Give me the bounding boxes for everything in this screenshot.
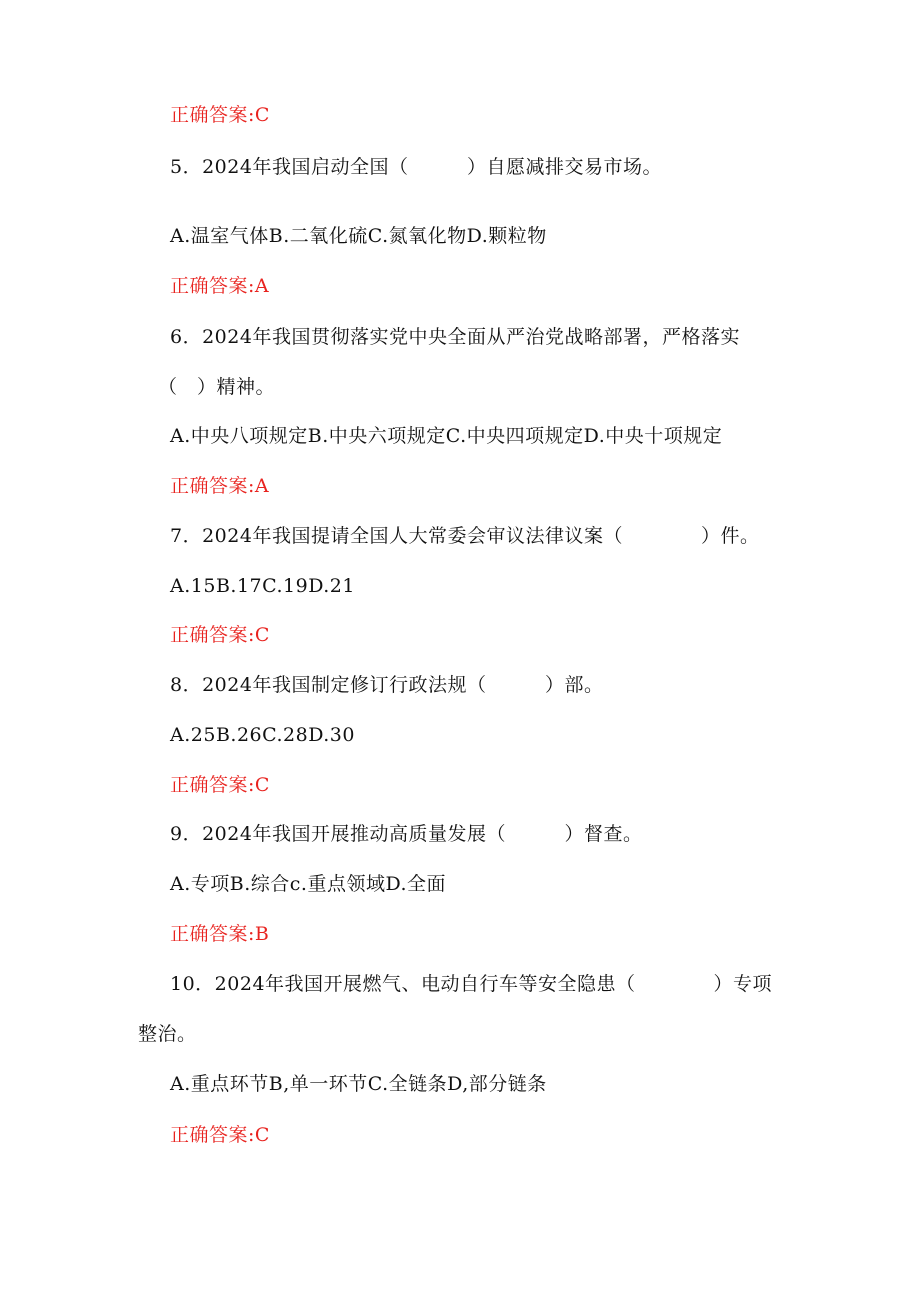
answer-q8: 正确答案:C <box>170 774 270 796</box>
answer-q5: 正确答案:A <box>170 275 270 297</box>
options-q6: A.中央八项规定B.中央六项规定C.中央四项规定D.中央十项规定 <box>170 425 723 447</box>
answer-q7: 正确答案:C <box>170 624 270 646</box>
answer-q4: 正确答案:C <box>170 104 270 126</box>
answer-q6: 正确答案:A <box>170 475 270 497</box>
question-6-line-1: 6．2024年我国贯彻落实党中央全面从严治党战略部署，严格落实 <box>170 326 740 348</box>
question-5: 5．2024年我国启动全国（ ）自愿减排交易市场。 <box>170 156 662 178</box>
options-q9: A.专项B.综合c.重点领域D.全面 <box>170 873 447 895</box>
options-q8: A.25B.26C.28D.30 <box>170 724 355 746</box>
question-8: 8．2024年我国制定修订行政法规（ ）部。 <box>170 674 604 696</box>
question-10-line-2: 整治。 <box>138 1023 197 1045</box>
options-q10: A.重点环节B,单一环节C.全链条D,部分链条 <box>170 1073 547 1095</box>
question-10-line-1: 10．2024年我国开展燃气、电动自行车等安全隐患（ ）专项 <box>170 973 773 995</box>
answer-q9: 正确答案:B <box>170 923 270 945</box>
options-q5: A.温室气体B.二氧化硫C.氮氧化物D.颗粒物 <box>170 225 547 247</box>
question-9: 9．2024年我国开展推动高质量发展（ ）督查。 <box>170 823 643 845</box>
answer-q10: 正确答案:C <box>170 1124 270 1146</box>
options-q7: A.15B.17C.19D.21 <box>170 575 355 597</box>
question-7: 7．2024年我国提请全国人大常委会审议法律议案（ ）件。 <box>170 525 760 547</box>
question-6-line-2: （ ）精神。 <box>158 376 276 398</box>
